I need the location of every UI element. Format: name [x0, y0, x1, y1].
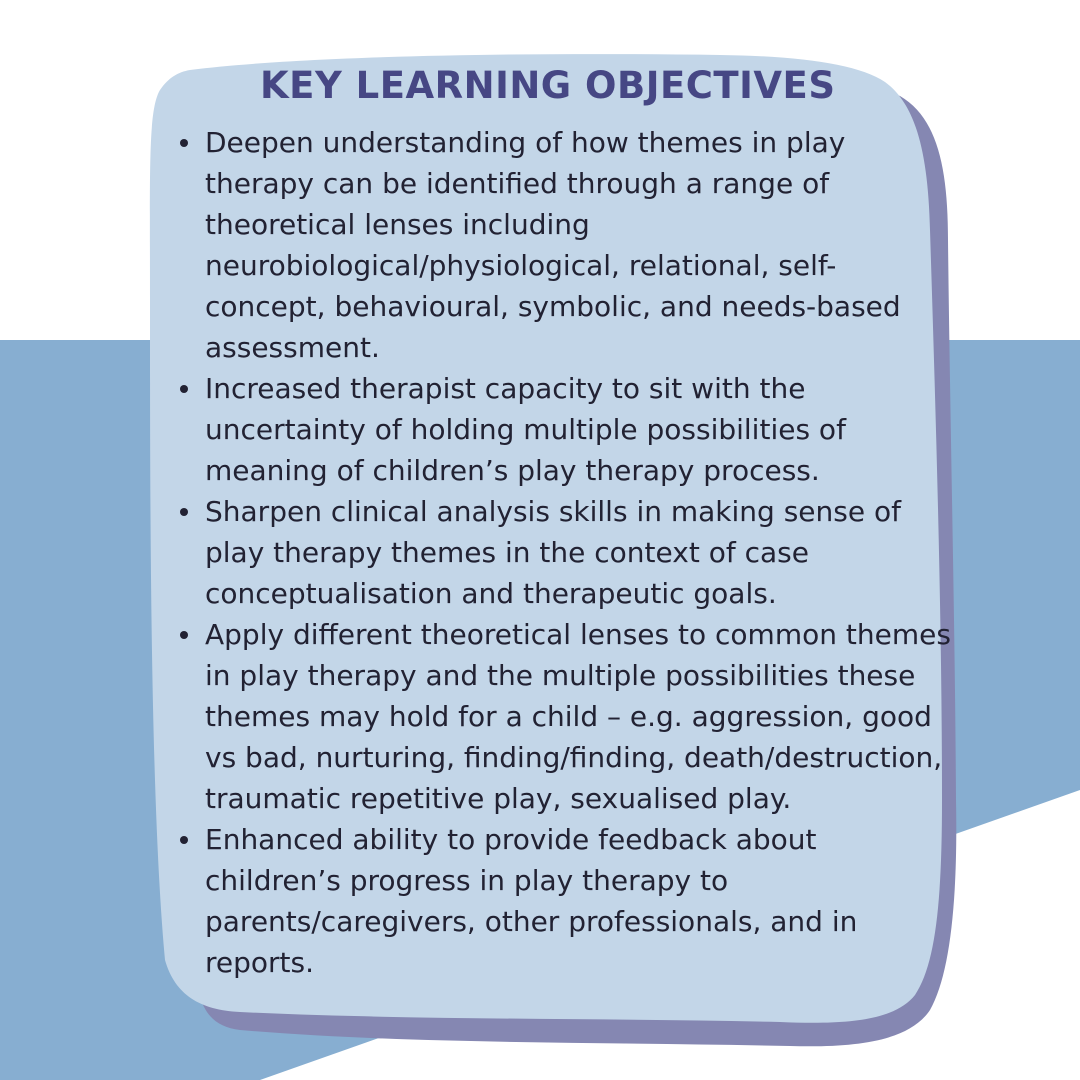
list-item [162, 491, 952, 614]
objective-line: assessment. [205, 331, 380, 364]
objective-line: parents/caregivers, other professionals, and in [205, 905, 858, 938]
objective-line: meaning of children’s play therapy process. [205, 454, 820, 487]
objective-line: concept, behavioural, symbolic, and needs-based [205, 290, 901, 323]
objective-line: Apply different theoretical lenses to common themes [205, 618, 951, 651]
page-title: KEY LEARNING OBJECTIVES [260, 64, 836, 107]
bullet-icon [180, 139, 188, 147]
list-item [162, 614, 952, 819]
objective-line: Deepen understanding of how themes in play [205, 126, 846, 159]
objective-line: uncertainty of holding multiple possibilities of [205, 413, 846, 446]
objective-line: Increased therapist capacity to sit with the [205, 372, 806, 405]
list-item [162, 122, 952, 368]
objective-line: Enhanced ability to provide feedback about [205, 823, 817, 856]
objectives-card [162, 60, 952, 983]
bullet-icon [180, 508, 188, 516]
objective-line: Sharpen clinical analysis skills in making sense of [205, 495, 901, 528]
list-item [162, 368, 952, 491]
bullet-icon [180, 385, 188, 393]
objective-line: conceptualisation and therapeutic goals. [205, 577, 777, 610]
objective-line: children’s progress in play therapy to [205, 864, 729, 897]
objective-line: therapy can be identified through a range of [205, 167, 830, 200]
objective-line: theoretical lenses including [205, 208, 590, 241]
objective-line: in play therapy and the multiple possibilities these [205, 659, 916, 692]
objective-line: themes may hold for a child – e.g. aggression, good [205, 700, 932, 733]
bullet-icon [180, 836, 188, 844]
objectives-list [162, 122, 952, 983]
objective-line: reports. [205, 946, 315, 979]
objective-line: play therapy themes in the context of case [205, 536, 809, 569]
objective-line: neurobiological/physiological, relational, self- [205, 249, 837, 282]
list-item [162, 819, 952, 983]
objective-line: traumatic repetitive play, sexualised play. [205, 782, 792, 815]
bullet-icon [180, 631, 188, 639]
objective-line: vs bad, nurturing, finding/finding, death/destruction, [205, 741, 943, 774]
